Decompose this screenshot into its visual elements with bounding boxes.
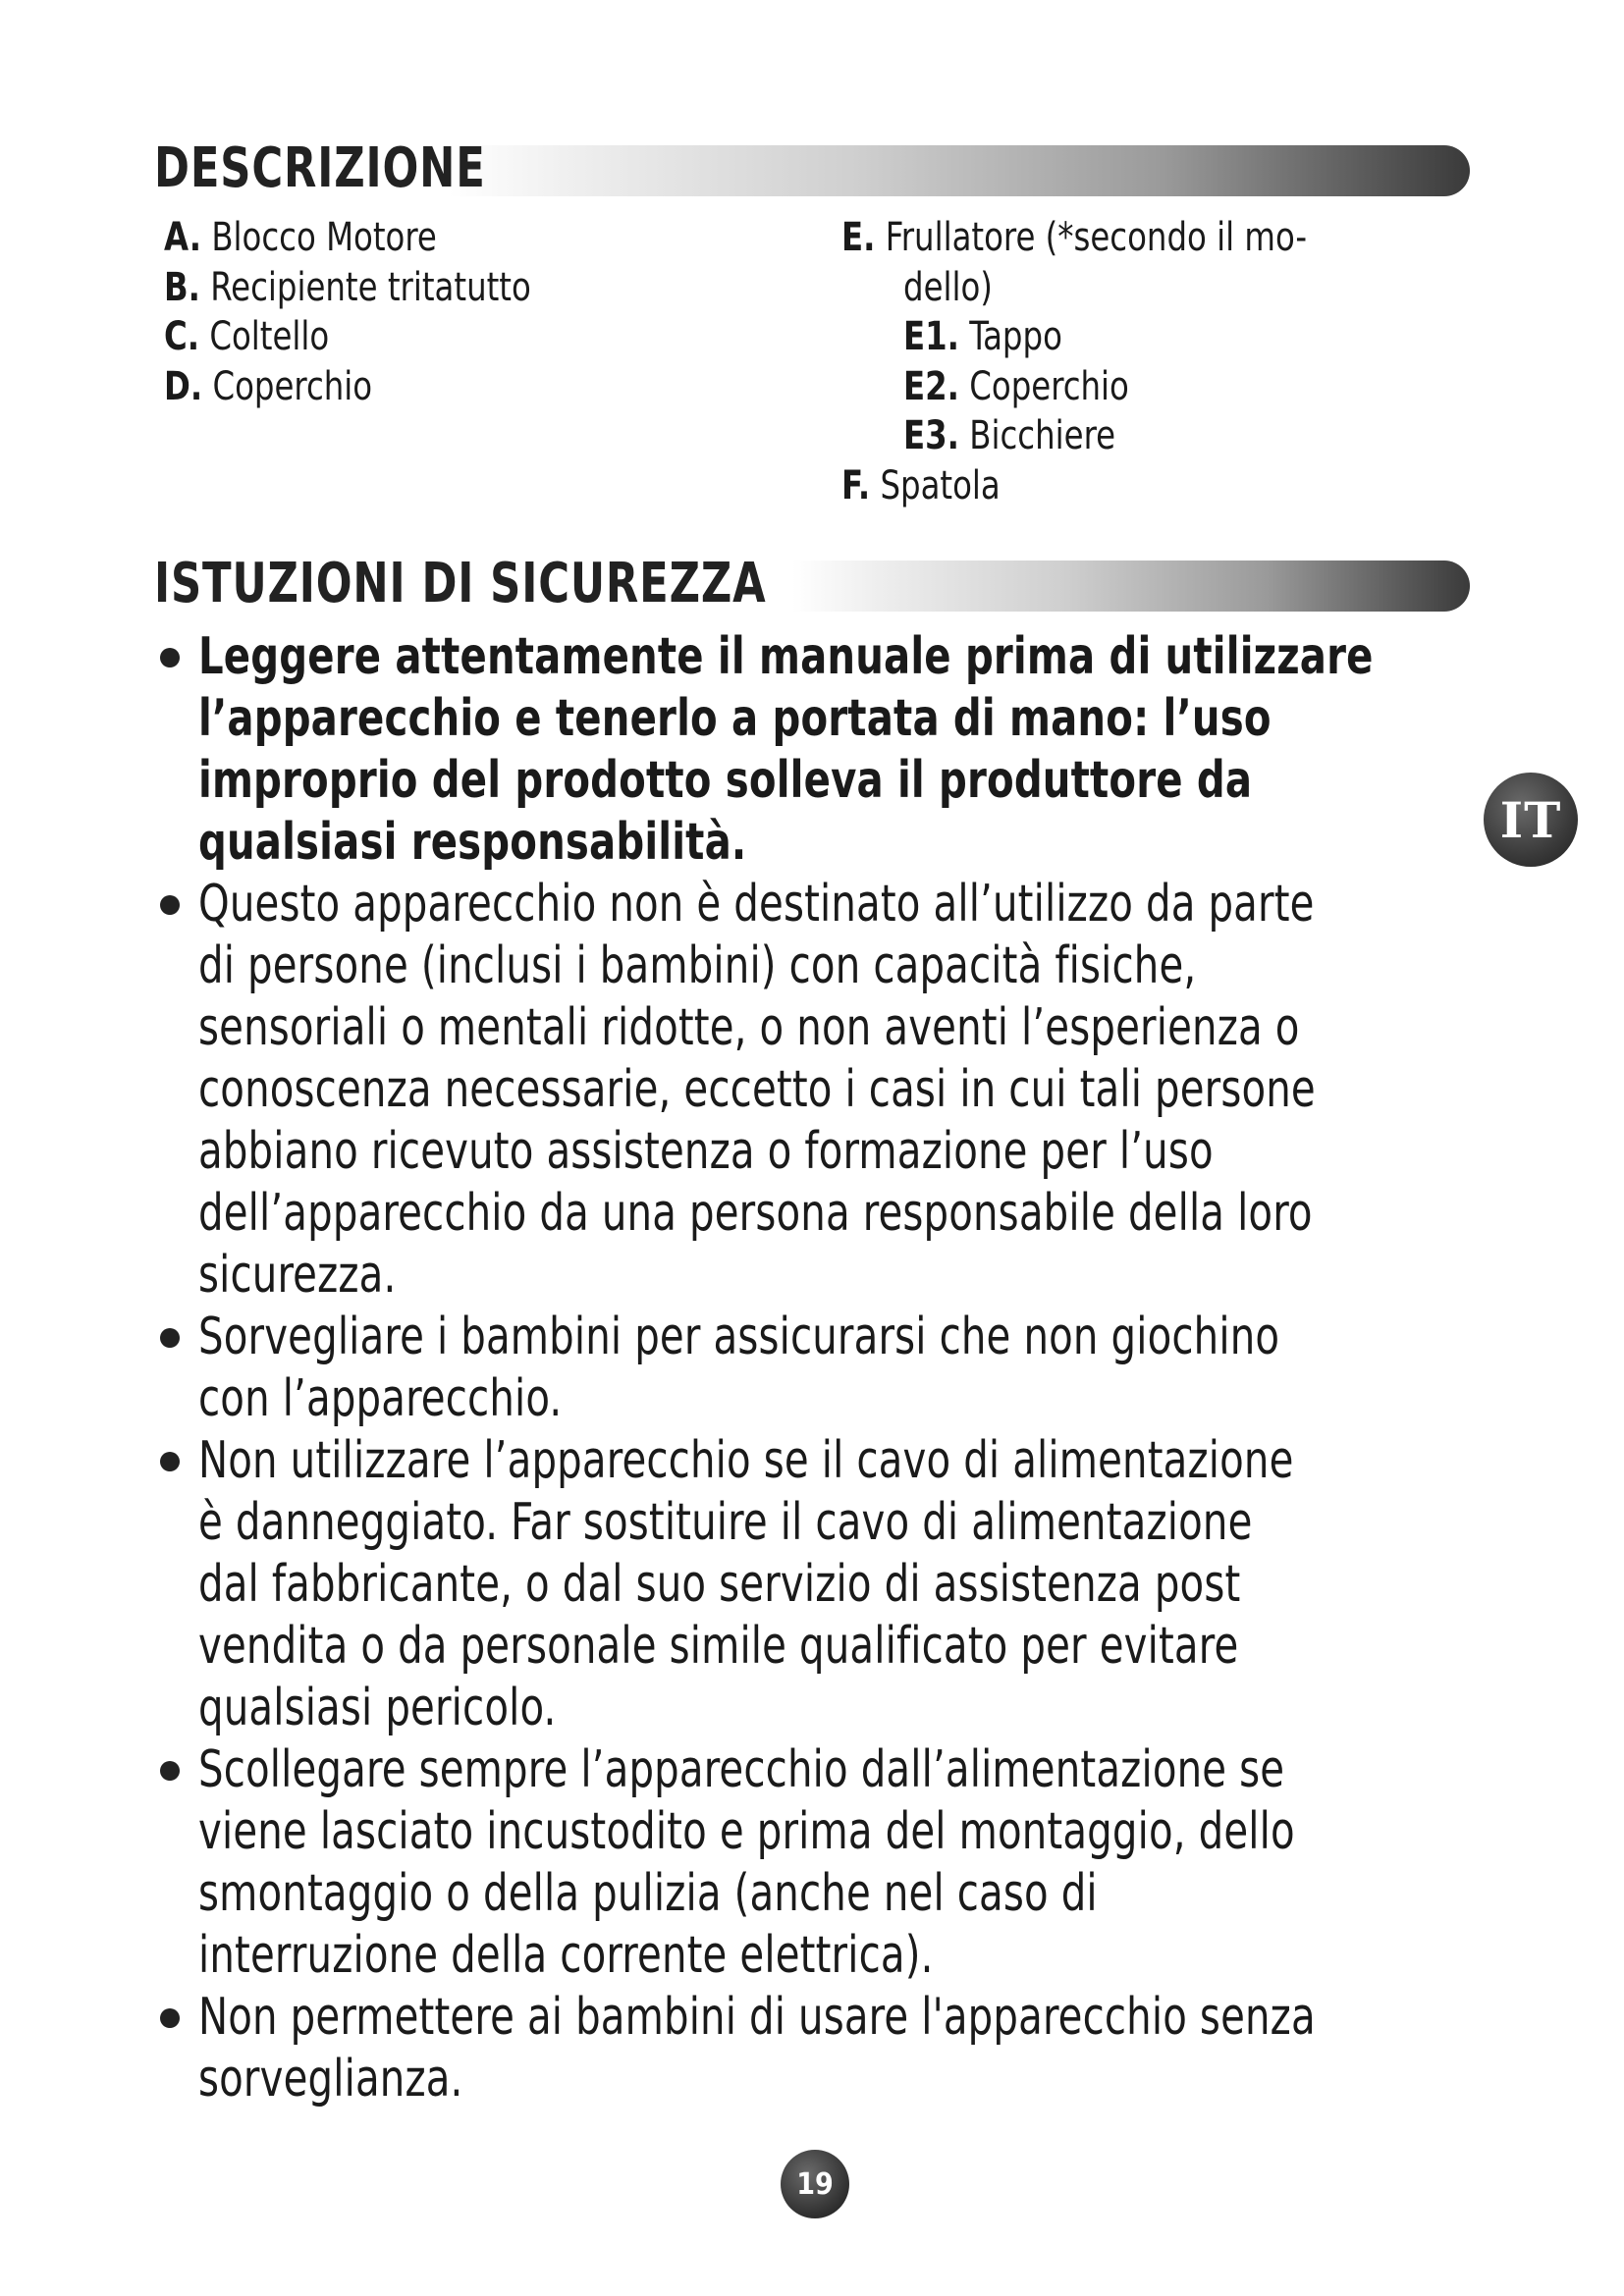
- safety-bullet-line: qualsiasi pericolo.: [198, 1679, 557, 1737]
- safety-instructions-list: [154, 626, 1558, 2110]
- description-item-text: Coltello: [209, 314, 330, 359]
- bullet-dot-icon: [160, 895, 180, 915]
- bullet-dot-icon: [160, 1761, 180, 1781]
- safety-bullet-item: [154, 1987, 1558, 2110]
- description-item: [164, 263, 531, 313]
- description-item-key: C.: [164, 314, 200, 359]
- safety-bullet-line: sorveglianza.: [198, 2050, 463, 2109]
- safety-bullet-line: Non utilizzare l’apparecchio se il cavo di alimentazione: [198, 1431, 1294, 1490]
- safety-bullet-item: [154, 626, 1558, 874]
- description-item-text: dello): [903, 264, 993, 310]
- description-item-key: F.: [841, 462, 871, 508]
- description-item-text: Recipiente tritatutto: [210, 264, 531, 310]
- description-item-key: B.: [164, 264, 200, 310]
- description-item-text: Coperchio: [969, 363, 1129, 409]
- language-tab-badge: IT: [1484, 773, 1578, 867]
- safety-bullet-line: Scollegare sempre l’apparecchio dall’alimentazione se: [198, 1740, 1285, 1799]
- description-item-key: E.: [841, 215, 876, 260]
- description-item: [841, 362, 1307, 412]
- description-item: [164, 362, 531, 412]
- safety-bullet-line: di persone (inclusi i bambini) con capacità fisiche,: [198, 936, 1197, 995]
- description-item-text: Frullatore (*secondo il mo-: [885, 215, 1308, 260]
- description-item-text: Bicchiere: [969, 413, 1116, 458]
- safety-bullet-line: Leggere attentamente il manuale prima di utilizzare: [198, 627, 1374, 686]
- safety-bullet-line: sensoriali o mentali ridotte, o non aventi l’esperienza o: [198, 998, 1300, 1057]
- safety-bullet-item: [154, 1739, 1558, 1987]
- safety-bullet-line: Sorvegliare i bambini per assicurarsi che non giochino: [198, 1308, 1280, 1366]
- description-right-column: [841, 213, 1359, 510]
- header-gradient-bar: [449, 145, 1470, 196]
- description-left-column: [164, 213, 571, 411]
- safety-bullet-line: conoscenza necessarie, eccetto i casi in cui tali persone: [198, 1060, 1316, 1119]
- safety-bullet-item: [154, 874, 1558, 1307]
- bullet-dot-icon: [160, 1328, 180, 1348]
- description-item-text: Spatola: [880, 462, 1001, 508]
- description-item: [164, 312, 531, 362]
- safety-bullet-line: improprio del prodotto solleva il produttore da: [198, 751, 1253, 810]
- header-gradient-bar: [792, 561, 1470, 612]
- safety-bullet-line: dell’apparecchio da una persona responsabile della loro: [198, 1184, 1313, 1243]
- description-header: [154, 136, 1470, 200]
- description-item: [841, 213, 1307, 263]
- safety-bullet-item: [154, 1430, 1558, 1739]
- description-item-text: Blocco Motore: [211, 215, 437, 260]
- safety-bullet-line: con l’apparecchio.: [198, 1369, 563, 1428]
- description-item-key: A.: [164, 215, 202, 260]
- description-item-key: D.: [164, 363, 203, 409]
- safety-bullet-line: qualsiasi responsabilità.: [198, 813, 747, 872]
- safety-bullet-line: smontaggio o della pulizia (anche nel caso di: [198, 1864, 1098, 1923]
- description-item: [164, 213, 531, 263]
- safety-bullet-line: sicurezza.: [198, 1246, 397, 1305]
- safety-bullet-line: Non permettere ai bambini di usare l'apparecchio senza: [198, 1988, 1316, 2047]
- safety-bullet-line: l’apparecchio e tenerlo a portata di mano: l’uso: [198, 689, 1272, 748]
- description-item-text: Coperchio: [212, 363, 373, 409]
- description-item: [841, 461, 1307, 511]
- safety-bullet-line: dal fabbricante, o dal suo servizio di assistenza post: [198, 1555, 1241, 1614]
- page-number-badge: 19: [781, 2150, 849, 2218]
- safety-bullet-item: [154, 1307, 1558, 1430]
- description-item: [841, 312, 1307, 362]
- description-item-key: E3.: [903, 413, 959, 458]
- description-item: [841, 263, 1307, 313]
- safety-bullet-line: è danneggiato. Far sostituire il cavo di alimentazione: [198, 1493, 1253, 1552]
- safety-bullet-line: interruzione della corrente elettrica).: [198, 1926, 934, 1985]
- safety-bullet-line: viene lasciato incustodito e prima del montaggio, dello: [198, 1802, 1295, 1861]
- safety-bullet-line: vendita o da personale simile qualificato per evitare: [198, 1617, 1239, 1676]
- safety-title: ISTUZIONI DI SICUREZZA: [154, 552, 767, 615]
- bullet-dot-icon: [160, 1452, 180, 1471]
- description-title: DESCRIZIONE: [154, 136, 486, 200]
- description-item-key: E1.: [903, 314, 959, 359]
- safety-bullet-line: Questo apparecchio non è destinato all’utilizzo da parte: [198, 875, 1315, 934]
- bullet-dot-icon: [160, 648, 180, 667]
- bullet-dot-icon: [160, 2008, 180, 2028]
- safety-header: [154, 552, 1470, 615]
- safety-bullet-line: abbiano ricevuto assistenza o formazione per l’uso: [198, 1122, 1214, 1181]
- description-item-key: E2.: [903, 363, 959, 409]
- description-item-text: Tappo: [969, 314, 1062, 359]
- description-item: [841, 411, 1307, 461]
